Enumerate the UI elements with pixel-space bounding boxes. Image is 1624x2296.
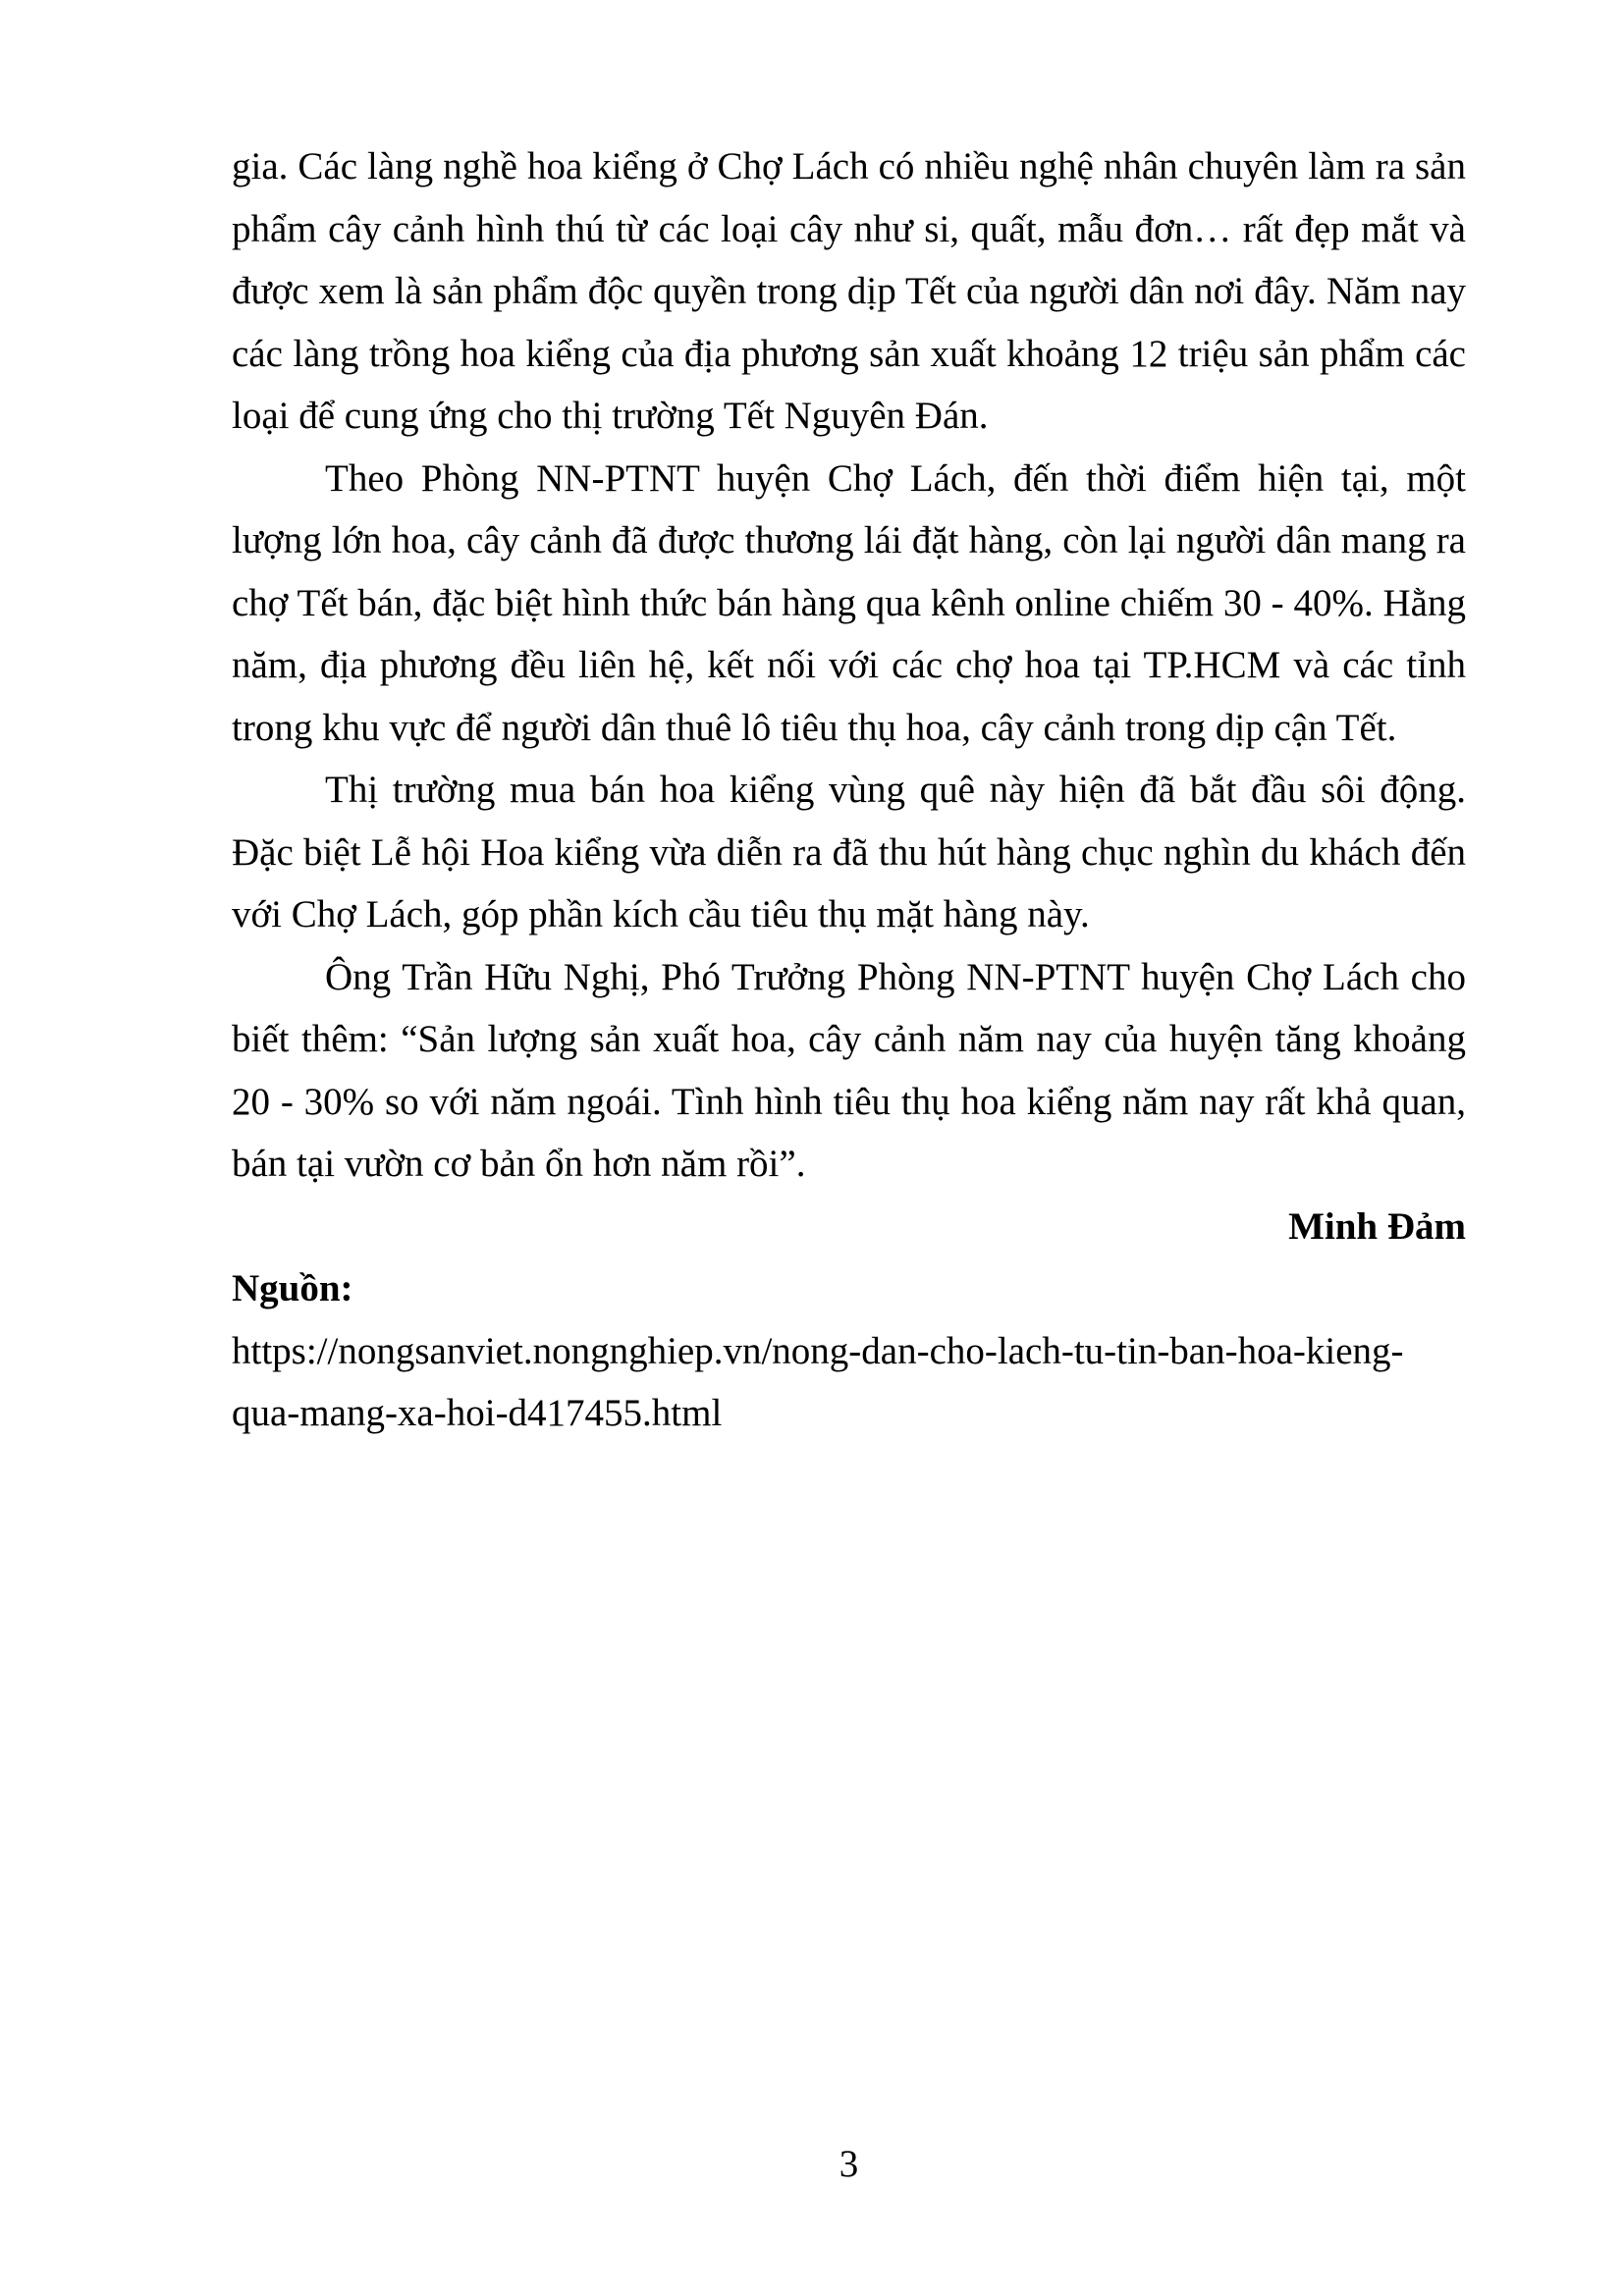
body-paragraph: Theo Phòng NN-PTNT huyện Chợ Lách, đến thời điểm hiện tại, một lượng lớn hoa, cây cảnh đã được thương lái đặt hàng, còn lại người dân mang ra chợ Tết bán, đặc biệt hình thức bán hàng qua kênh online chiếm 30 - 40%. Hằng năm, địa phương đều liên hệ, kết nối với các chợ hoa tại TP.HCM và các tỉnh trong khu vực để người dân thuê lô tiêu thụ hoa, cây cảnh trong dịp cận Tết. bbox=[232, 456, 1466, 749]
author-name: Minh Đảm bbox=[1288, 1204, 1466, 1248]
source-url: https://nongsanviet.nongnghiep.vn/nong-dan-cho-lach-tu-tin-ban-hoa-kieng-qua-mang-xa-hoi-d417455.html bbox=[232, 1329, 1404, 1434]
body-paragraph: gia. Các làng nghề hoa kiểng ở Chợ Lách có nhiều nghệ nhân chuyên làm ra sản phẩm cây cảnh hình thú từ các loại cây như si, quất, mẫu đơn… rất đẹp mắt và được xem là sản phẩm độc quyền trong dịp Tết của người dân nơi đây. Năm nay các làng trồng hoa kiểng của địa phương sản xuất khoảng 12 triệu sản phẩm các loại để cung ứng cho thị trường Tết Nguyên Đán. bbox=[232, 145, 1466, 437]
page-content bbox=[232, 135, 1466, 1445]
page-number: 3 bbox=[839, 2143, 859, 2185]
source-label: Nguồn: bbox=[232, 1267, 353, 1309]
body-paragraph: Thị trường mua bán hoa kiểng vùng quê này hiện đã bắt đầu sôi động. Đặc biệt Lễ hội Hoa kiểng vừa diễn ra đã thu hút hàng chục nghìn du khách đến với Chợ Lách, góp phần kích cầu tiêu thụ mặt hàng này. bbox=[232, 769, 1466, 935]
body-paragraph: Ông Trần Hữu Nghị, Phó Trưởng Phòng NN-PTNT huyện Chợ Lách cho biết thêm: “Sản lượng sản xuất hoa, cây cảnh năm nay của huyện tăng khoảng 20 - 30% so với năm ngoái. Tình hình tiêu thụ hoa kiểng năm nay rất khả quan, bán tại vườn cơ bản ổn hơn năm rồi”. bbox=[232, 955, 1466, 1185]
